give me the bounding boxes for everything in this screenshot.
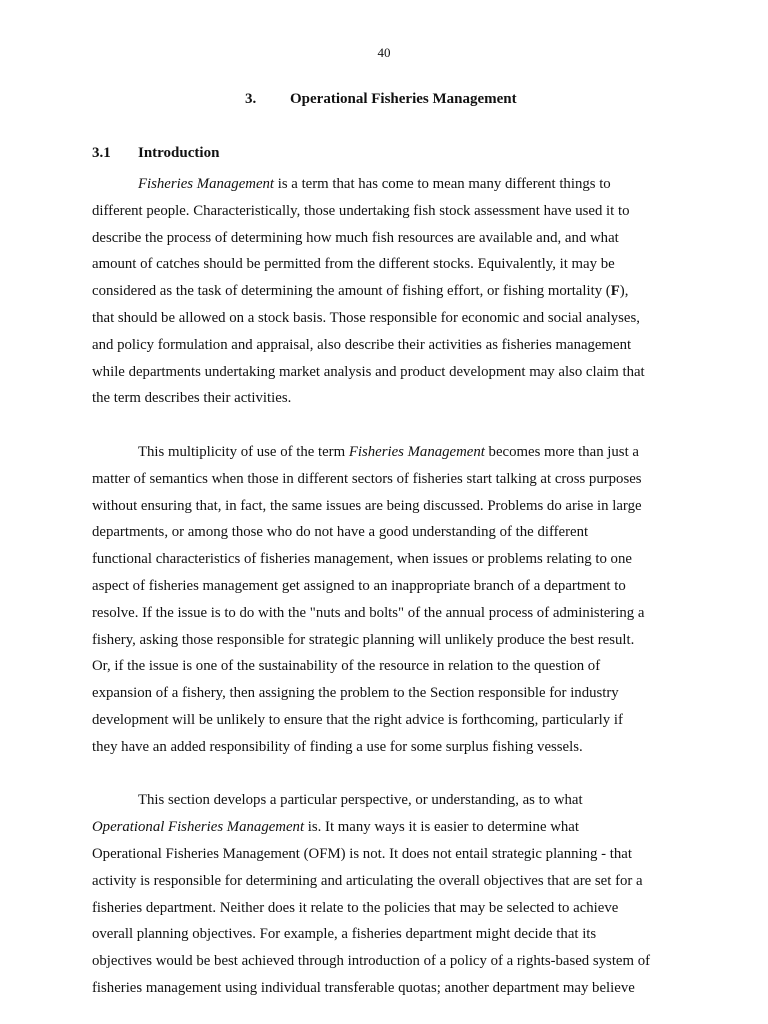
paragraph-line: matter of semantics when those in different sectors of fisheries start talking at cross purposes: [92, 470, 642, 487]
bold-symbol: F: [610, 283, 620, 300]
italic-term: Fisheries Management: [348, 443, 485, 460]
paragraph-line: [92, 439, 682, 466]
paragraph-line: [92, 814, 682, 841]
paragraph-line: overall planning objectives. For example, a fisheries department might decide that its: [92, 926, 597, 943]
text-run: is a term that has come to mean many different things to: [274, 176, 611, 192]
italic-term: Operational Fisheries Management: [92, 819, 305, 836]
section-title: Introduction: [138, 145, 220, 161]
paragraph-line: fisheries management using individual transferable quotas; another department may believe: [92, 979, 635, 996]
paragraph-line: they have an added responsibility of finding a use for some surplus fishing vessels.: [92, 738, 583, 755]
paragraph-line: objectives would be best achieved through introduction of a policy of a rights-based system of: [92, 953, 651, 970]
section-heading: [92, 145, 219, 162]
paragraph-line: and policy formulation and appraisal, also describe their activities as fisheries management: [92, 336, 632, 353]
paragraph-line: Operational Fisheries Management (OFM) is not. It does not entail strategic planning - that: [92, 845, 632, 862]
paragraph-line: aspect of fisheries management get assigned to an inappropriate branch of a department to: [92, 577, 626, 594]
paragraph-line: development will be unlikely to ensure that the right advice is forthcoming, particularly if: [92, 711, 623, 728]
paragraph-line: without ensuring that, in fact, the same issues are being discussed. Problems do arise in large: [92, 497, 642, 514]
italic-term: Fisheries Management: [138, 176, 275, 192]
paragraph-1: [92, 171, 682, 412]
paragraph-line: the term describes their activities.: [92, 390, 292, 407]
text-run: ),: [619, 283, 629, 300]
paragraph-spacer: [92, 761, 682, 788]
paragraph-spacer: [92, 412, 682, 439]
paragraph-line: activity is responsible for determining and articulating the overall objectives that are set for a: [92, 872, 643, 889]
section-number: 3.1: [92, 145, 111, 161]
text-run: becomes more than just a: [484, 443, 639, 460]
paragraph-line: that should be allowed on a stock basis. Those responsible for economic and social analyses,: [92, 309, 640, 326]
paragraph-3: [92, 787, 682, 1001]
chapter-number: 3.: [245, 91, 257, 107]
paragraph-line: This section develops a particular perspective, or understanding, as to what: [138, 792, 583, 809]
paragraph-line: resolve. If the issue is to do with the "nuts and bolts" of the annual process of administering a: [92, 604, 645, 621]
text-run: considered as the task of determining the amount of fishing effort, or fishing mortality (: [92, 283, 611, 300]
paragraph-line: different people. Characteristically, those undertaking fish stock assessment have used it to: [92, 202, 630, 219]
paragraph-line: departments, or among those who do not have a good understanding of the different: [92, 524, 589, 541]
paragraph-line: expansion of a fishery, then assigning the problem to the Section responsible for industry: [92, 685, 619, 702]
paragraph-line: functional characteristics of fisheries management, when issues or problems relating to one: [92, 551, 632, 568]
paragraph-line: fishery, asking those responsible for strategic planning will unlikely produce the best result.: [92, 631, 635, 648]
text-run: is. It many ways it is easier to determine what: [304, 819, 579, 836]
paragraph-line: fisheries department. Neither does it relate to the policies that may be selected to achieve: [92, 899, 619, 916]
paragraph-line: describe the process of determining how much fish resources are available and, and what: [92, 229, 619, 246]
page-number: 40: [377, 45, 391, 60]
paragraph-line: while departments undertaking market analysis and product development may also claim that: [92, 363, 645, 380]
paragraph-line: [92, 171, 682, 198]
text-run: This multiplicity of use of the term: [138, 443, 349, 460]
paragraph-line: amount of catches should be permitted from the different stocks. Equivalently, it may be: [92, 256, 615, 273]
chapter-title: Operational Fisheries Management: [290, 91, 517, 107]
body-text: [92, 171, 682, 1002]
paragraph-2: [92, 439, 682, 761]
paragraph-line: [92, 278, 682, 305]
paragraph-line: Or, if the issue is one of the sustainability of the resource in relation to the question of: [92, 658, 601, 675]
chapter-heading: [245, 91, 517, 108]
